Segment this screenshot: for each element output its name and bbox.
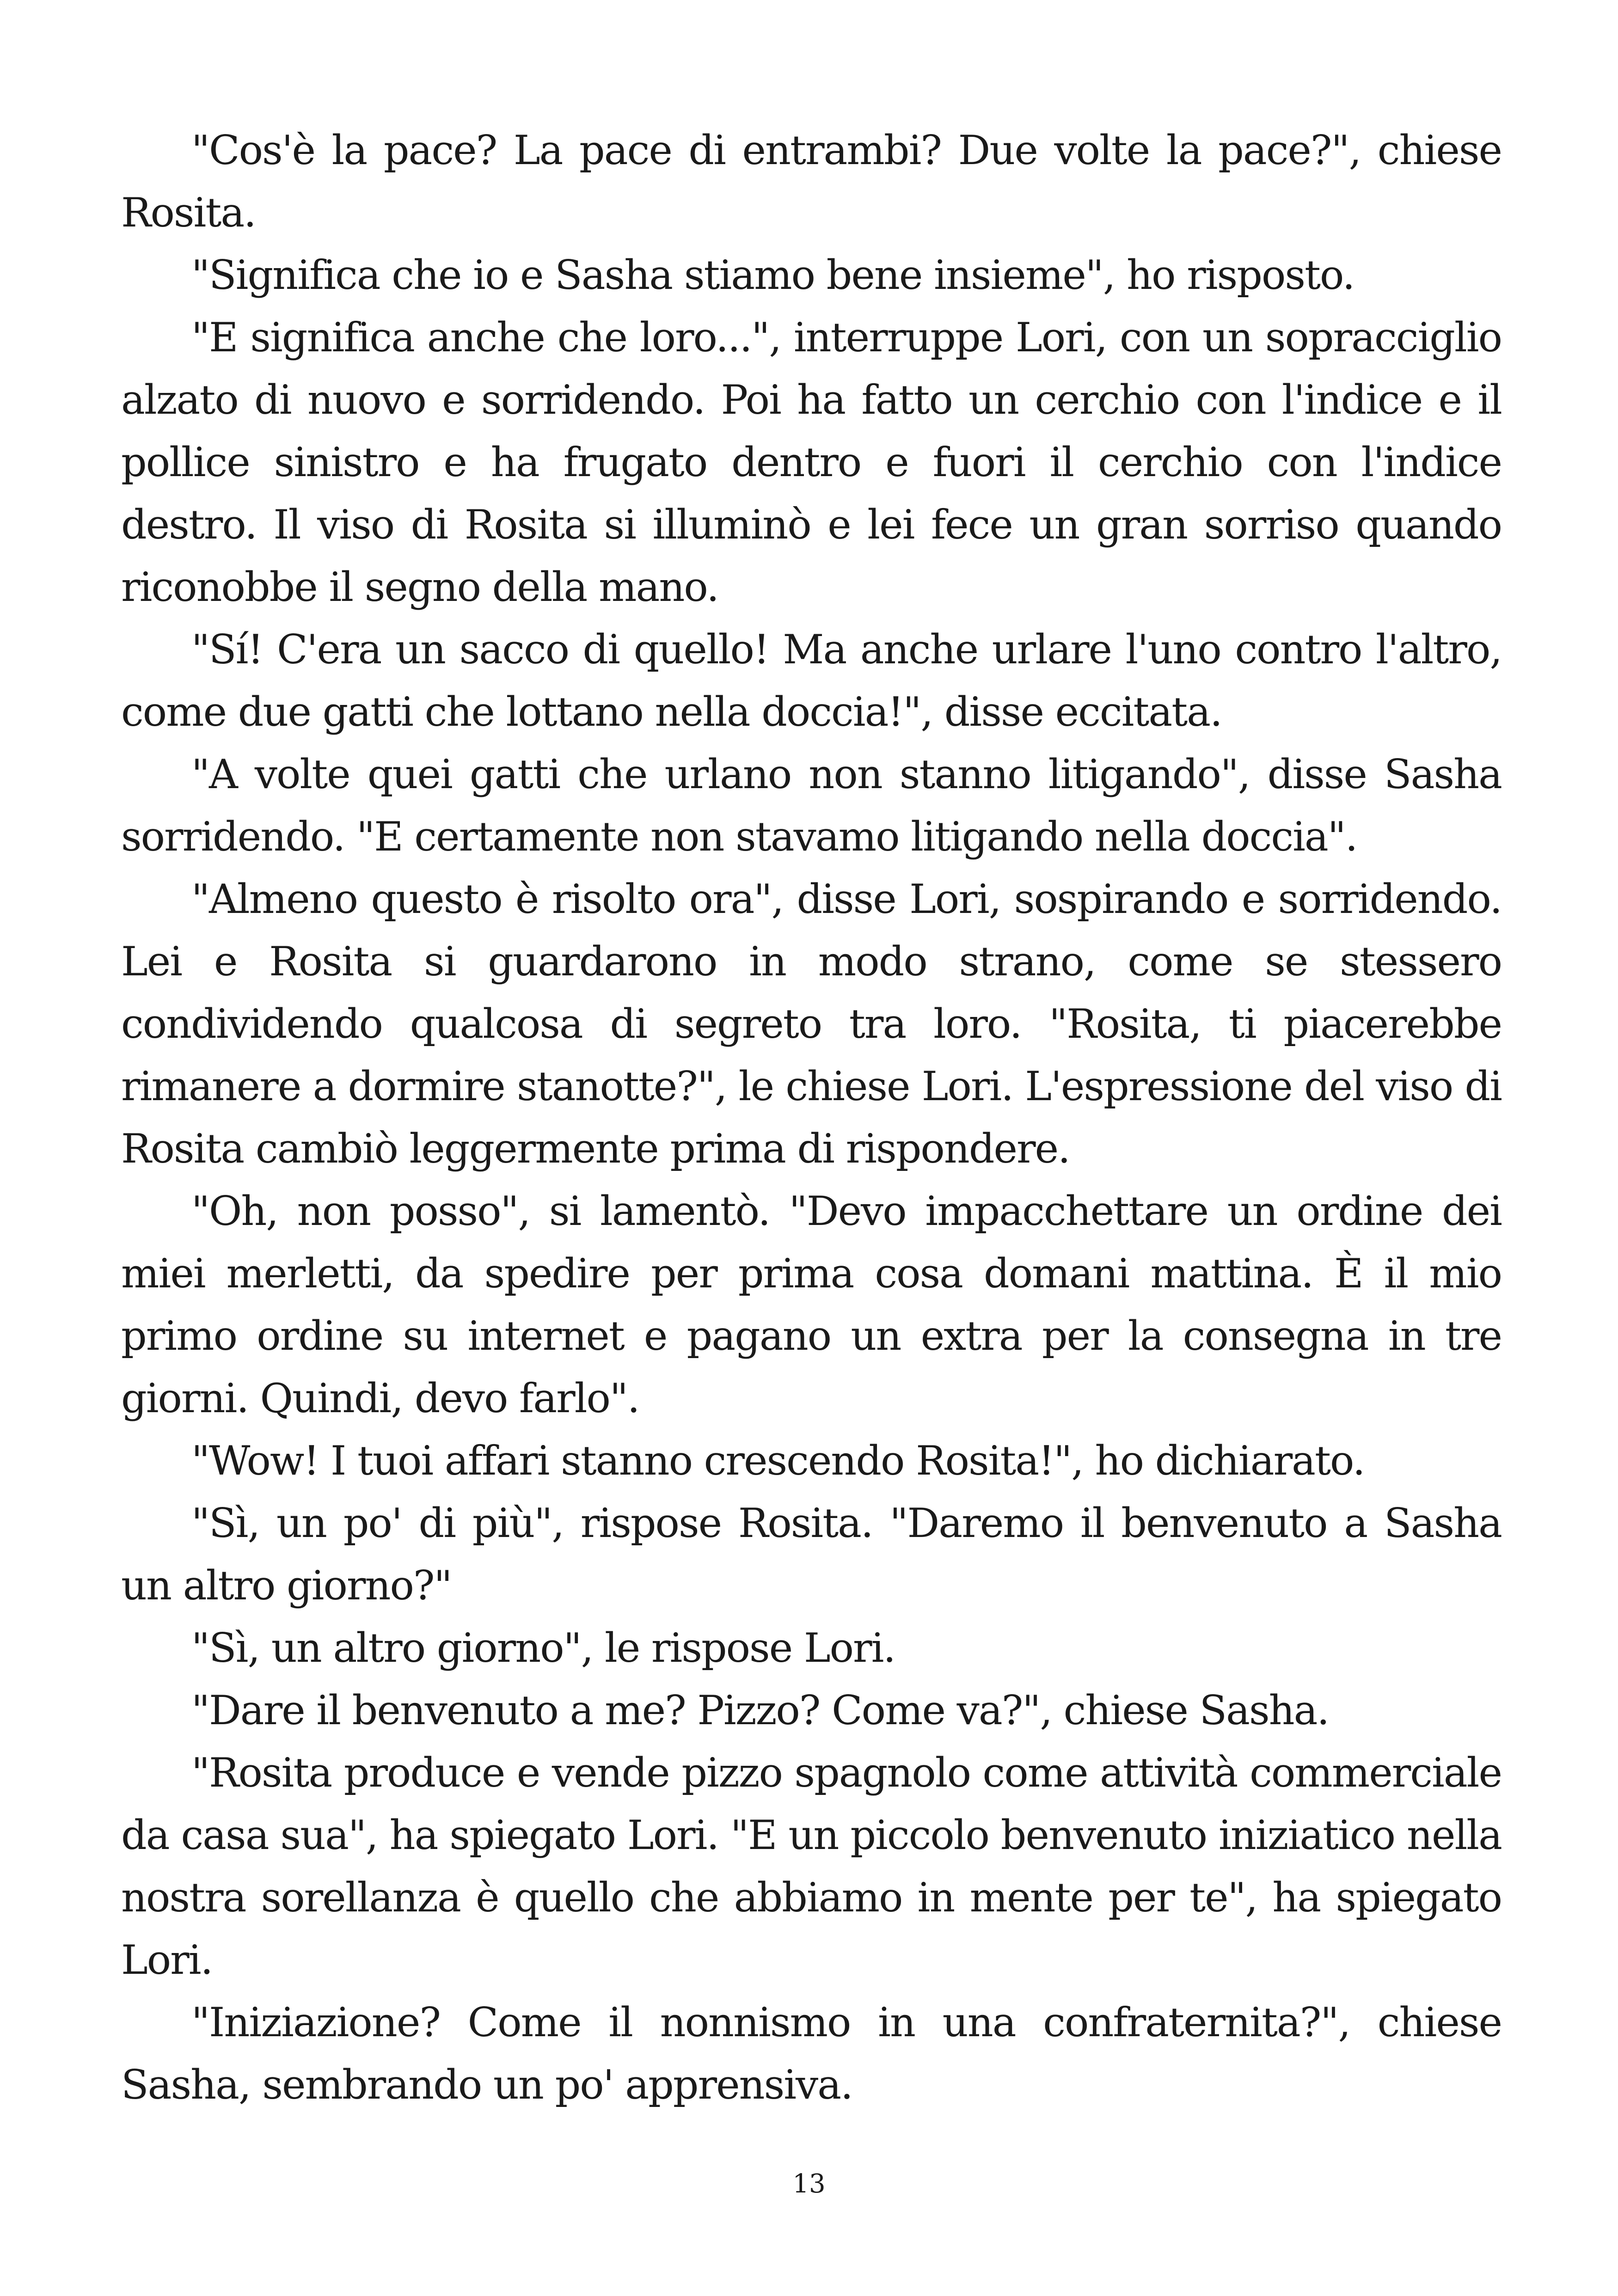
paragraph: "Rosita produce e vende pizzo spagnolo come attività commerciale da casa sua", ha spiegato Lori. "E un piccolo benvenuto iniziatico nella nostra sorellanza è quello che abbiamo in mente per te", ha spiegato Lori. <box>121 1749 1502 1984</box>
paragraph: "Iniziazione? Come il nonnismo in una confraternita?", chiese Sasha, sembrando un po' apprensiva. <box>121 1999 1502 2108</box>
paragraph: "Sí! C'era un sacco di quello! Ma anche urlare l'uno contro l'altro, come due gatti che lottano nella doccia!", disse eccitata. <box>121 626 1502 735</box>
paragraph: "A volte quei gatti che urlano non stanno litigando", disse Sasha sorridendo. "E certamente non stavamo litigando nella doccia". <box>121 751 1502 860</box>
paragraph: "Significa che io e Sasha stiamo bene insieme", ho risposto. <box>191 251 1354 299</box>
paragraph: "Sì, un po' di più", rispose Rosita. "Daremo il benvenuto a Sasha un altro giorno?" <box>121 1500 1502 1609</box>
paragraph: "Almeno questo è risolto ora", disse Lori, sospirando e sorridendo. Lei e Rosita si guardarono in modo strano, come se stessero condividendo qualcosa di segreto tra loro. "Rosita, ti piacerebbe rimanere a dormire stanotte?", le chiese Lori. L'espressione del viso di Rosita cambiò leggermente prima di rispondere. <box>121 876 1502 1172</box>
paragraph: "Oh, non posso", si lamentò. "Devo impacchettare un ordine dei miei merletti, da spedire per prima cosa domani mattina. È il mio primo ordine su internet e pagano un extra per la consegna in tre giorni. Quindi, devo farlo". <box>121 1188 1502 1422</box>
paragraph: "Sì, un altro giorno", le rispose Lori. <box>191 1624 895 1671</box>
paragraph: "E significa anche che loro...", interruppe Lori, con un sopracciglio alzato di nuovo e sorridendo. Poi ha fatto un cerchio con l'indice e il pollice sinistro e ha frugato dentro e fuori il cerchio con l'indice destro. Il viso di Rosita si illuminò e lei fece un gran sorriso quando riconobbe il segno della mano. <box>121 314 1502 611</box>
paragraph: "Wow! I tuoi affari stanno crescendo Rosita!", ho dichiarato. <box>191 1437 1365 1484</box>
page-number: 13 <box>792 2169 826 2199</box>
paragraph: "Cos'è la pace? La pace di entrambi? Due volte la pace?", chiese Rosita. <box>121 127 1502 236</box>
paragraph: "Dare il benvenuto a me? Pizzo? Come va?", chiese Sasha. <box>191 1687 1329 1734</box>
body-text <box>121 119 1502 2116</box>
